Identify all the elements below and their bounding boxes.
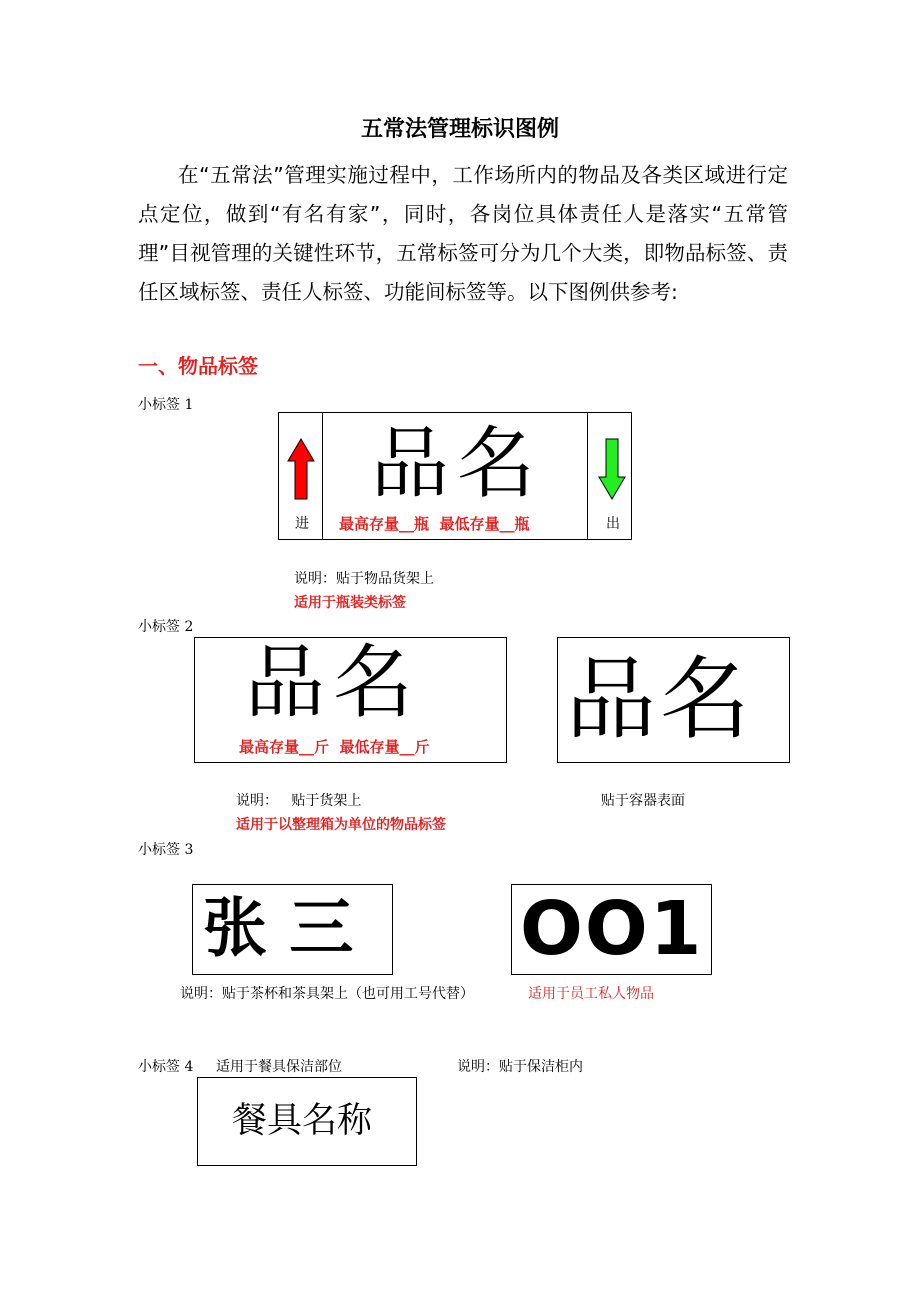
label2-caption: 小标签 2 (138, 619, 194, 635)
label1-in-text: 进 (295, 516, 309, 532)
label4-caption: 小标签 4 (138, 1059, 194, 1075)
label2-sign-container (557, 637, 790, 763)
label2-note-red: 适用于以整理箱为单位的物品标签 (236, 817, 446, 833)
arrow-up-icon (286, 437, 316, 501)
label3-note-red: 适用于员工私人物品 (528, 986, 654, 1002)
label3-person-name: 张 三 (203, 892, 354, 966)
arrow-down-icon (597, 437, 627, 501)
section-heading-item-labels: 一、物品标签 (138, 354, 258, 378)
label3-sign-name (192, 884, 393, 975)
label4-usage: 适用于餐具保洁部位 (216, 1059, 342, 1075)
label2-sign-shelf (194, 637, 507, 763)
label1-sign (278, 412, 632, 540)
label2-product-name-a: 品名 (245, 636, 421, 729)
label1-note: 说明：贴于物品货架上 (294, 571, 434, 587)
label2-note-b: 贴于容器表面 (601, 793, 685, 809)
label4-tableware-name: 餐具名称 (232, 1101, 373, 1141)
label1-stock-text: 最高存量__瓶 最低存量__瓶 (339, 515, 530, 533)
label3-sign-number (511, 884, 712, 975)
label2-stock-text: 最高存量__斤 最低存量__斤 (239, 738, 430, 756)
label1-caption: 小标签 1 (138, 397, 194, 413)
label4-sign (197, 1077, 417, 1166)
label4-note: 说明：贴于保洁柜内 (457, 1059, 583, 1075)
label1-note-red: 适用于瓶装类标签 (294, 595, 406, 611)
label3-note: 说明：贴于茶杯和茶具架上（也可用工号代替） (180, 986, 474, 1002)
intro-paragraph: 在“五常法”管理实施过程中，工作场所内的物品及各类区域进行定点定位，做到“有名有家”，同时，各岗位具体责任人是落实“五常管理”目视管理的关键性环节，五常标签可分为几个大类，即物品标签、责任区域标签、责任人标签、功能间标签等。以下图例供参考: (138, 163, 788, 304)
label1-out-text: 出 (606, 516, 620, 532)
label2-note-a: 说明： 贴于货架上 (236, 793, 362, 809)
page-title: 五常法管理标识图例 (360, 117, 559, 142)
label3-employee-number: OO1 (520, 886, 704, 972)
label3-caption: 小标签 3 (138, 842, 194, 858)
label1-product-name: 品名 (371, 419, 544, 509)
label2-product-name-b: 品名 (566, 647, 754, 752)
